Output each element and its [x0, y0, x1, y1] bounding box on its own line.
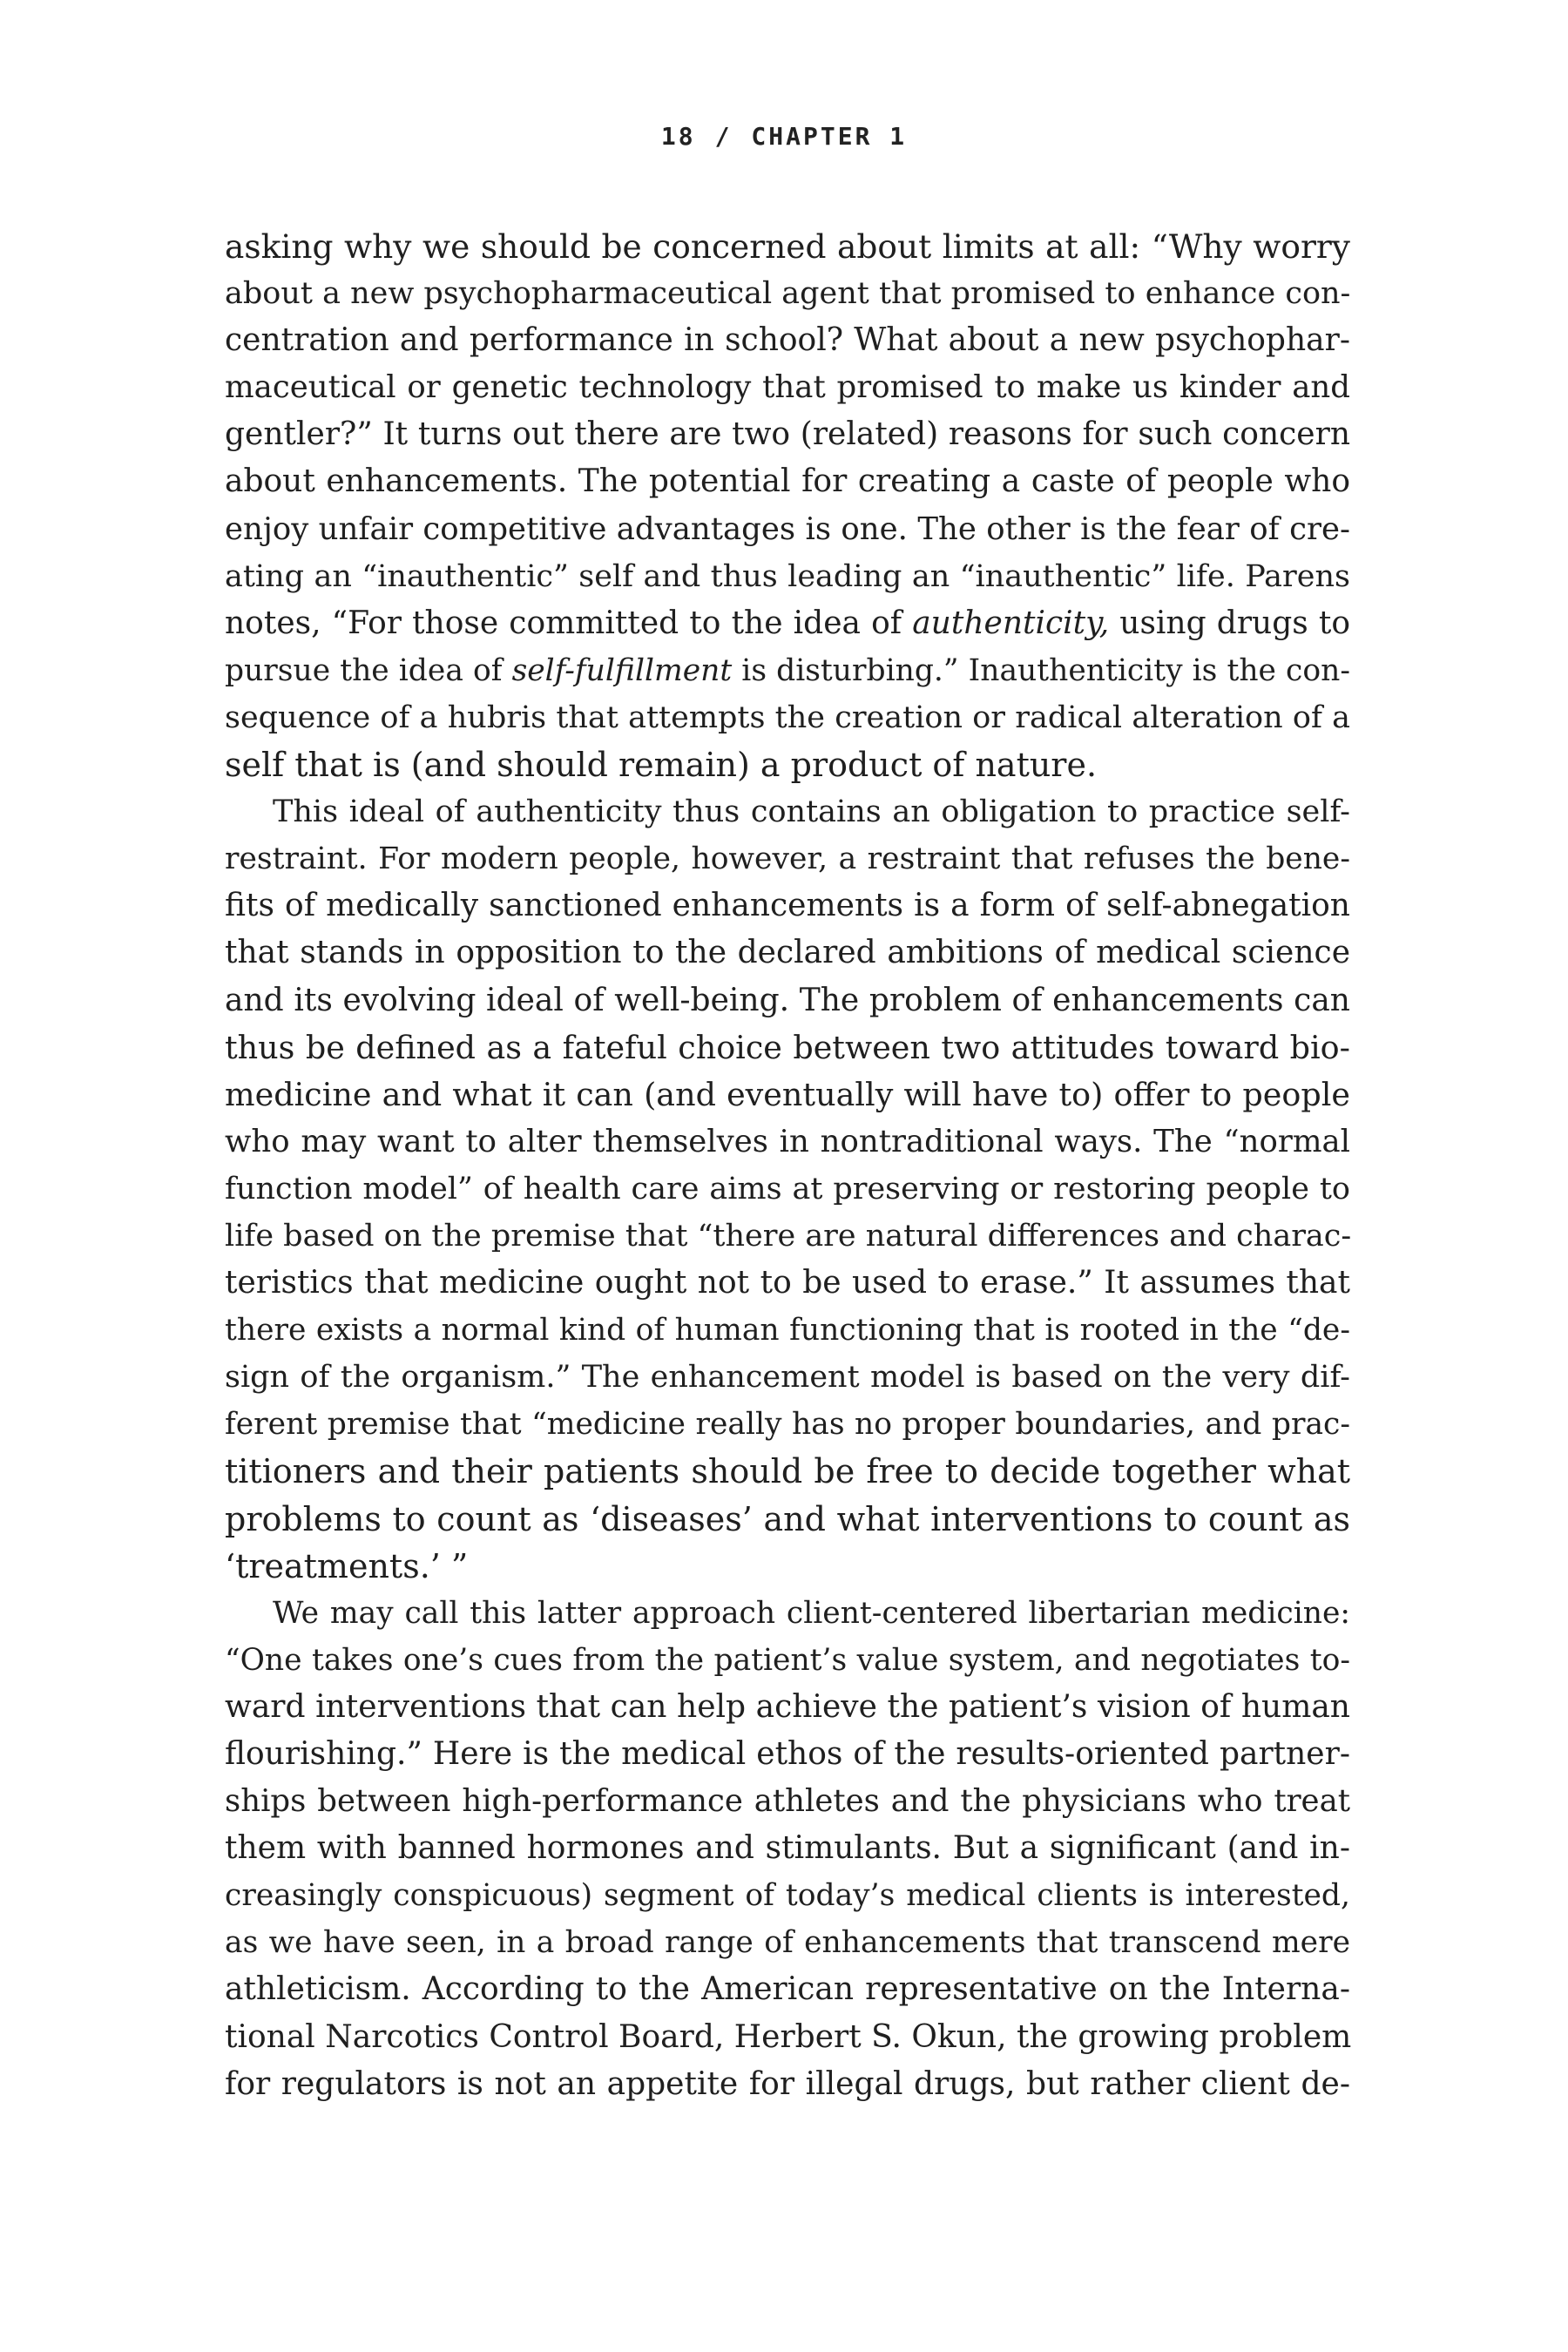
text-line: there exists a normal kind of human functioning that is rooted in the “de-	[225, 1313, 1350, 1348]
text-run: notes, “For those committed to the idea of	[225, 605, 913, 641]
text-line: sign of the organism.” The enhancement model is based on the very dif-	[225, 1360, 1350, 1396]
text-line: We may call this latter approach client-centered libertarian medicine:	[273, 1595, 1350, 1631]
paragraph-2	[225, 788, 1350, 1590]
paragraph-1	[225, 223, 1350, 788]
text-run: pursue the idea of	[225, 652, 512, 688]
text-line: thus be defined as a fateful choice between two attitudes toward bio-	[225, 1028, 1350, 1066]
text-line: life based on the premise that “there are natural differences and charac-	[225, 1218, 1352, 1254]
body-text	[225, 223, 1350, 2108]
paragraph-3	[225, 1590, 1350, 2108]
text-line: who may want to alter themselves in nontraditional ways. The “normal	[225, 1123, 1350, 1159]
text-line: sequence of a hubris that attempts the creation or radical alteration of a	[225, 700, 1350, 735]
text-line: function model” of health care aims at preserving or restoring people to	[225, 1171, 1350, 1206]
text-line: and its evolving ideal of well-being. The problem of enhancements can	[225, 982, 1350, 1018]
text-line: as we have seen, in a broad range of enhancements that transcend mere	[225, 1925, 1350, 1961]
text-line: ating an “inauthentic” self and thus leading an “inauthentic” life. Parens	[225, 558, 1350, 594]
text-line: for regulators is not an appetite for illegal drugs, but rather client de-	[225, 2065, 1350, 2102]
text-line: self that is (and should remain) a product of nature.	[225, 746, 1098, 785]
chapter-label: CHAPTER 1	[751, 122, 908, 151]
text-line: restraint. For modern people, however, a restraint that refuses the bene-	[225, 841, 1350, 877]
running-head	[0, 122, 1568, 151]
text-line: creasingly conspicuous) segment of today’s medical clients is interested,	[225, 1878, 1350, 1914]
text-line: “One takes one’s cues from the patient’s value system, and negotiates to-	[225, 1642, 1350, 1678]
text-line: about a new psychopharmaceutical agent that promised to enhance con-	[225, 276, 1351, 312]
text-run: using drugs to	[1109, 605, 1350, 641]
text-line: medicine and what it can (and eventually will have to) offer to people	[225, 1075, 1350, 1113]
text-run: is disturbing.” Inauthenticity is the con-	[732, 652, 1350, 688]
text-line: gentler?” It turns out there are two (related) reasons for such concern	[225, 416, 1350, 453]
text-line: asking why we should be concerned about limits at all: “Why worry	[225, 227, 1350, 266]
text-line: ‘treatments.’ ”	[225, 1546, 469, 1585]
text-line: them with banned hormones and stimulants. But a significant (and in-	[225, 1830, 1350, 1867]
text-line: maceutical or genetic technology that promised to make us kinder and	[225, 369, 1350, 406]
italic-term-self-fulfillment: self-fulfillment	[511, 652, 733, 688]
text-line: centration and performance in school? What about a new psychophar-	[225, 322, 1350, 359]
text-line: ferent premise that “medicine really has no proper boundaries, and prac-	[225, 1407, 1350, 1443]
text-line: fits of medically sanctioned enhancements is a form of self-abnegation	[225, 888, 1350, 924]
text-line: problems to count as ‘diseases’ and what interventions to count as	[225, 1499, 1350, 1538]
text-line: titioners and their patients should be free to decide together what	[225, 1452, 1350, 1491]
italic-term-authenticity: authenticity,	[912, 605, 1110, 641]
text-line: flourishing.” Here is the medical ethos of the results-oriented partner-	[225, 1736, 1350, 1772]
text-line	[225, 600, 1350, 647]
text-line: This ideal of authenticity thus contains an obligation to practice self-	[273, 794, 1350, 830]
text-line: enjoy unfair competitive advantages is one. The other is the fear of cre-	[225, 510, 1350, 547]
text-line	[225, 647, 1350, 694]
text-line: tional Narcotics Control Board, Herbert S. Okun, the growing problem	[225, 2018, 1352, 2055]
text-line: that stands in opposition to the declared ambitions of medical science	[225, 935, 1350, 971]
text-line: athleticism. According to the American representative on the Interna-	[225, 1971, 1350, 2008]
text-line: ships between high-performance athletes and the physicians who treat	[225, 1783, 1350, 1820]
text-line: about enhancements. The potential for creating a caste of people who	[225, 463, 1350, 500]
running-head-separator: /	[714, 122, 733, 151]
text-line: teristics that medicine ought not to be used to erase.” It assumes that	[225, 1265, 1350, 1301]
text-line: ward interventions that can help achieve the patient’s vision of human	[225, 1688, 1350, 1725]
page-number: 18	[660, 122, 696, 151]
